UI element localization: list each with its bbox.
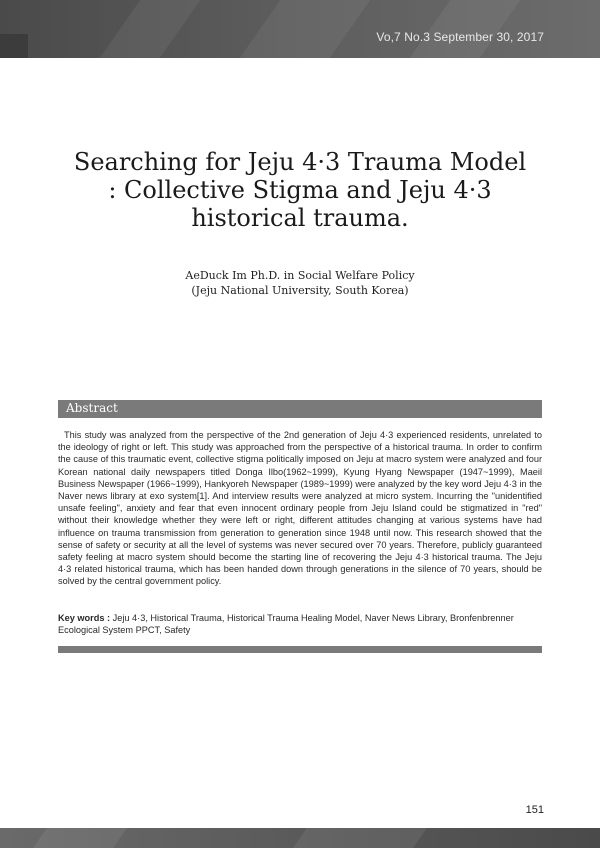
footer-band — [0, 828, 600, 848]
author-name: AeDuck Im Ph.D. in Social Welfare Policy — [185, 269, 415, 282]
keywords-list: Jeju 4·3, Historical Trauma, Historical Trauma Healing Model, Naver News Library, Bronfenbrenner Ecological System PPCT, Safety — [58, 613, 514, 636]
header-side-block — [0, 34, 28, 58]
footer-stripe — [293, 828, 427, 848]
title-line: historical trauma. — [191, 204, 409, 232]
keywords-label: Key words : — [58, 613, 111, 623]
abstract-heading-bar — [58, 400, 542, 418]
header-stripe — [100, 0, 201, 58]
issue-info: Vo,7 No.3 September 30, 2017 — [376, 30, 544, 44]
header-stripe — [240, 0, 371, 58]
footer-stripe — [33, 828, 127, 848]
title-line: : Collective Stigma and Jeju 4·3 — [108, 176, 492, 204]
abstract-end-rule — [58, 646, 542, 653]
paper-title — [60, 148, 540, 232]
header-stripe — [410, 0, 521, 58]
page-number: 151 — [525, 804, 544, 816]
title-line: Searching for Jeju 4·3 Trauma Model — [73, 148, 527, 176]
abstract-body: This study was analyzed from the perspective of the 2nd generation of Jeju 4·3 experienced residents, unrelated to the ideology of right or left. This study was approached from the perspective of a historical trauma. In order to confirm the cause of this traumatic event, collective stigma politically imposed on Jeju at macro system were analyzed and four Korean national daily newspapers titled Donga Ilbo(1962~1999), Kyung Hyang Newspaper (1947~1999), Maeil Business Newspaper (1966~1999), Hankyoreh Newspaper (1989~1999) were analyzed by the key word Jeju 4·3 in the Naver news library at exo system[1]. And interview results were analyzed at micro system. Incurring the "unidentified unsafe feeling", anxiety and fear that even innocent ordinary people from Jeju Island could be stigmatized in "red" without their knowledge whether they were left or right, different attitudes changing at various systems have had influence on trauma transmission from generation to generation since 1948 until now. This research showed that the sense of safety or security at all the level of systems was never secured over 70 years. Therefore, publicly guaranteed safety feeling at macro system should become the starting line of recovering the Jeju 4·3 historical trauma. The Jeju 4·3 related historical trauma, which has been handed down through generations in the silence of 70 years, should be solved by the central government policy. — [58, 430, 542, 587]
abstract-heading: Abstract — [66, 401, 118, 415]
header-band — [0, 0, 600, 58]
author-affiliation: (Jeju National University, South Korea) — [191, 284, 409, 297]
keywords — [58, 612, 542, 636]
author-block — [60, 268, 540, 298]
